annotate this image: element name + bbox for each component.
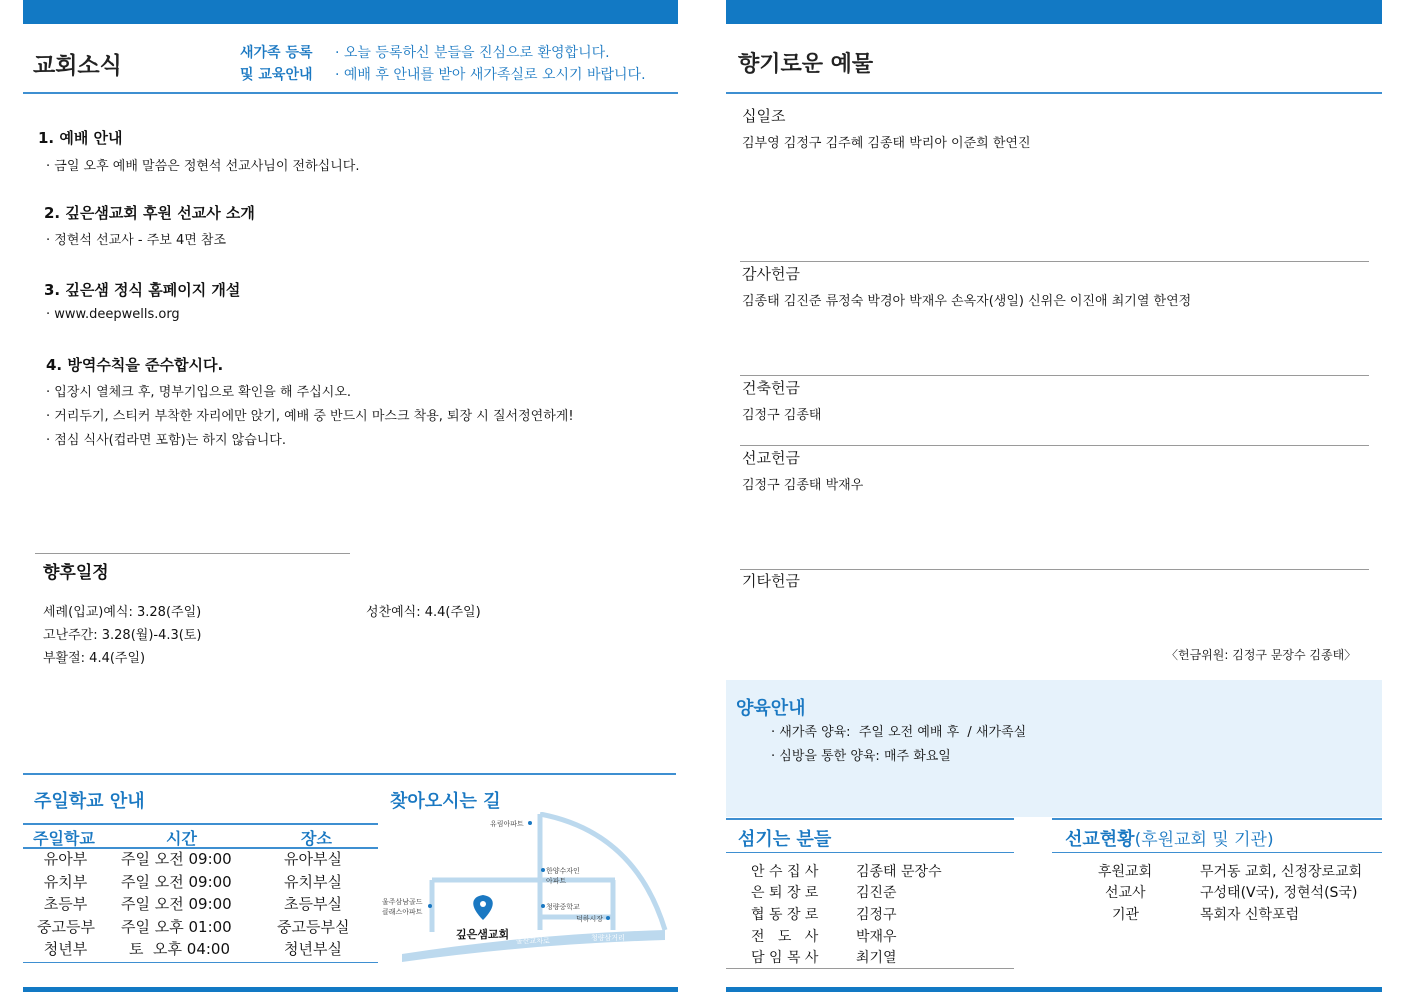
bottom-bar-right — [726, 987, 1382, 992]
missions-title-sub: (후원교회 및 기관) — [1134, 830, 1274, 850]
giving-names: 김정구 김종태 박재우 — [742, 478, 864, 493]
giving-divider — [740, 261, 1369, 262]
map-label: 유림아파트 — [490, 820, 524, 828]
sunday-school-table-bottom — [23, 962, 378, 963]
giving-names: 김정구 김종태 — [742, 408, 822, 423]
table-row — [23, 871, 378, 893]
table-cell: 청년부 — [43, 940, 88, 958]
nurture-line: · 심방을 통한 양육: 매주 화요일 — [771, 749, 951, 764]
table-cell: 중고등부 — [37, 918, 95, 936]
newcomer-text-1: · 오늘 등록하신 분들을 진심으로 환영합니다. — [335, 45, 610, 61]
page-title-offerings: 향기로운 예물 — [738, 52, 874, 77]
directions-title: 찾아오시는 길 — [390, 791, 501, 812]
notice-title: 2. 깊은샘교회 후원 선교사 소개 — [44, 204, 255, 222]
nurture-line: · 새가족 양육: 주일 오전 예배 후 / 새가족실 — [771, 725, 1027, 740]
giving-divider — [740, 375, 1369, 376]
table-cell: 유치부실 — [284, 873, 342, 891]
schedule-item: 부활절: 4.4(주일) — [43, 651, 146, 666]
missions-divider-top — [1052, 818, 1382, 820]
bottom-bar-left — [23, 987, 678, 992]
giving-title: 기타헌금 — [742, 572, 800, 590]
schedule-title: 향후일정 — [43, 563, 109, 583]
map-label: 덕하시장 — [576, 915, 604, 923]
sunday-school-title: 주일학교 안내 — [34, 791, 145, 812]
table-cell: 토 오후 04:00 — [129, 940, 231, 958]
top-bar-right — [726, 0, 1382, 24]
mission-label: 후원교회 — [1098, 864, 1153, 880]
servant-role: 은 퇴 장 로 — [751, 885, 819, 901]
schedule-item: 세례(입교)예식: 3.28(주일) — [43, 605, 202, 620]
table-cell: 주일 오전 09:00 — [121, 895, 232, 913]
header-cell: 시간 — [166, 829, 197, 848]
table-cell: 초등부실 — [284, 895, 342, 913]
mission-value: 구성태(V국), 정현석(S국) — [1200, 885, 1358, 901]
table-cell: 중고등부실 — [277, 918, 350, 936]
table-cell: 주일 오전 09:00 — [121, 873, 232, 891]
table-cell: 유아부 — [43, 850, 88, 868]
servant-row — [751, 861, 818, 881]
servant-role: 안 수 집 사 — [751, 864, 819, 880]
servants-bottom — [726, 968, 1014, 969]
missions-title-main: 선교현황 — [1065, 829, 1135, 850]
servants-divider — [726, 852, 1014, 853]
servant-name: 김종태 문장수 — [856, 864, 942, 880]
schedule-item: 성찬예식: 4.4(주일) — [366, 605, 481, 620]
servant-name: 김정구 — [856, 907, 897, 923]
giving-divider — [740, 445, 1369, 446]
newcomer-label-2: 및 교육안내 — [240, 67, 313, 83]
mission-label: 선교사 — [1105, 885, 1146, 901]
servant-name: 박재우 — [856, 929, 897, 945]
table-cell: 청년부실 — [284, 940, 342, 958]
table-cell: 초등부 — [43, 895, 88, 913]
giving-divider — [740, 569, 1369, 570]
notice-line: · 정현석 선교사 - 주보 4면 참조 — [46, 233, 227, 248]
sunday-school-table — [23, 823, 378, 849]
newcomer-text-2: · 예배 후 안내를 받아 새가족실로 오시기 바랍니다. — [335, 67, 646, 83]
giving-title: 십일조 — [742, 107, 786, 125]
table-cell: 유아부실 — [284, 850, 342, 868]
mission-label: 기관 — [1112, 907, 1140, 923]
servant-name: 최기열 — [856, 950, 897, 966]
giving-title: 건축헌금 — [742, 379, 800, 397]
servants-divider-top — [726, 818, 1014, 820]
table-cell: 주일 오후 01:00 — [121, 918, 232, 936]
header-divider-right — [726, 92, 1382, 94]
servant-role: 담 임 목 사 — [751, 950, 819, 966]
servant-row — [751, 926, 818, 946]
notice-title: 1. 예배 안내 — [38, 129, 123, 147]
servant-row — [751, 882, 818, 902]
sunday-school-header-row — [23, 823, 378, 849]
giving-names: 김종태 김진준 류정숙 박경아 박재우 손옥자(생일) 신위은 이진애 최기열 한연정 — [742, 294, 1192, 309]
servant-row — [751, 904, 818, 924]
servants-title: 섬기는 분들 — [738, 829, 832, 850]
table-row — [23, 893, 378, 915]
newcomer-label-1: 새가족 등록 — [240, 45, 313, 61]
nurture-title: 양육안내 — [736, 698, 806, 719]
map-label: 청량삼거리 — [591, 934, 625, 942]
giving-title: 감사헌금 — [742, 265, 800, 283]
table-row — [23, 938, 378, 960]
notice-title: 4. 방역수칙을 준수합시다. — [46, 356, 224, 374]
notice-line: · 금일 오후 예배 말씀은 정현석 선교사님이 전하십니다. — [46, 159, 360, 174]
mission-value: 목회자 신학포럼 — [1200, 907, 1300, 923]
giving-names: 김부영 김정구 김주혜 김종태 박리아 이준희 한연진 — [742, 136, 1031, 151]
notice-title: 3. 깊은샘 정식 홈페이지 개설 — [44, 281, 241, 299]
notice-line: · 점심 식사(컵라면 포함)는 하지 않습니다. — [46, 433, 286, 448]
header-cell: 주일학교 — [33, 829, 95, 848]
map-church-label: 깊은샘교회 — [456, 928, 510, 941]
servant-role: 협 동 장 로 — [751, 907, 819, 923]
servant-role: 전 도 사 — [751, 929, 819, 945]
notice-line: · www.deepwells.org — [46, 307, 180, 322]
table-row — [23, 848, 378, 870]
page-title-church-news: 교회소식 — [33, 53, 122, 79]
schedule-item: 고난주간: 3.28(월)-4.3(토) — [43, 628, 202, 643]
giving-title: 선교헌금 — [742, 449, 800, 467]
table-row — [23, 916, 378, 938]
mission-value: 무거동 교회, 신정장로교회 — [1200, 864, 1363, 880]
bottom-section-divider-left — [23, 773, 676, 775]
map-label: 한양수자인 아파트 — [546, 867, 580, 885]
offering-committee: 〈헌금위원: 김정구 문장수 김종태〉 — [1166, 648, 1357, 662]
map-label: 울주삼남골드 클래스아파트 — [382, 898, 423, 916]
top-bar-left — [23, 0, 678, 24]
missions-divider — [1052, 852, 1382, 853]
missions-title — [1065, 825, 1274, 851]
servant-row — [751, 947, 818, 967]
schedule-divider — [35, 553, 350, 554]
notice-line: · 거리두기, 스티커 부착한 자리에만 앉기, 예배 중 반드시 마스크 착용, 퇴장 시 질서정연하게! — [46, 409, 574, 424]
table-cell: 유치부 — [43, 873, 88, 891]
map-label: 청량중학교 — [546, 903, 580, 911]
notice-line: · 입장시 열체크 후, 명부기입으로 확인을 해 주십시오. — [46, 385, 352, 400]
servant-name: 김진준 — [856, 885, 897, 901]
table-cell: 주일 오전 09:00 — [121, 850, 232, 868]
header-cell: 장소 — [301, 829, 332, 848]
header-divider-left — [23, 92, 678, 94]
map-label: 울산교차로 — [516, 937, 550, 945]
